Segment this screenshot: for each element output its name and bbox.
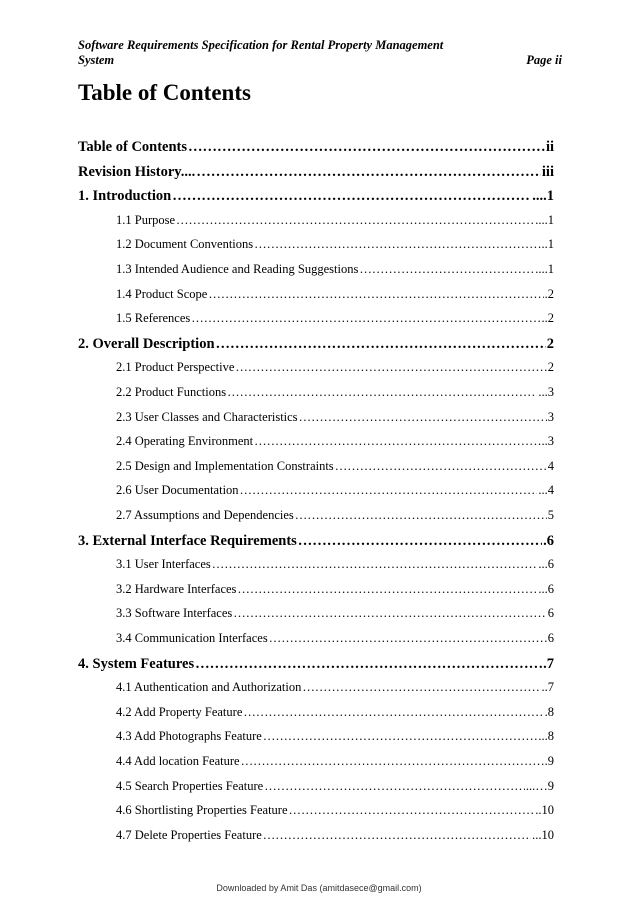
toc-entry-label: 1.5 References <box>116 311 191 326</box>
toc-subsection-entry[interactable] <box>78 385 554 400</box>
toc-dot-leader <box>254 237 540 252</box>
toc-entry-label: 2.1 Product Perspective <box>116 360 235 375</box>
toc-dot-leader <box>254 434 540 449</box>
toc-entry-page: .8 <box>544 704 554 719</box>
toc-entry-label: 3.3 Software Interfaces <box>116 606 233 621</box>
toc-dot-leader <box>188 139 545 156</box>
toc-entry-label: 2.3 User Classes and Characteristics <box>116 409 298 424</box>
toc-dot-leader <box>216 336 546 353</box>
toc-dot-leader <box>269 631 547 646</box>
toc-section-entry[interactable] <box>78 656 554 673</box>
toc-subsection-entry[interactable] <box>78 459 554 474</box>
toc-entry-page: .9 <box>544 754 554 768</box>
toc-entry-page: ii <box>545 139 554 155</box>
download-footer: Downloaded by Amit Das (amitdasece@gmail.com) <box>216 883 422 893</box>
toc-entry-label: 3.2 Hardware Interfaces <box>116 581 237 596</box>
toc-entry-page: ..3 <box>541 434 554 449</box>
toc-entry-page: ....1 <box>535 212 554 227</box>
toc-dot-leader <box>212 557 538 572</box>
toc-entry-label: 4.3 Add Photographs Feature <box>116 729 262 744</box>
toc-subsection-entry[interactable] <box>78 680 554 695</box>
toc-entry-page: 5 <box>547 508 554 522</box>
toc-entry-label: Table of Contents <box>78 139 188 155</box>
toc-entry-label: 4.7 Delete Properties Feature <box>116 827 262 842</box>
toc-dot-leader <box>208 287 543 302</box>
toc-entry-page: ...3 <box>538 385 554 399</box>
toc-entry-page: .2 <box>544 286 554 301</box>
toc-entry-page: ...6 <box>538 557 554 572</box>
toc-entry-page: ..2 <box>541 311 554 326</box>
toc-entry-label: 2.2 Product Functions <box>116 385 227 399</box>
toc-entry-label: 2.5 Design and Implementation Constraints <box>116 458 334 473</box>
page-header <box>78 38 562 68</box>
toc-entry-page: 2 <box>546 335 554 352</box>
toc-dot-leader <box>359 262 534 277</box>
toc-section-entry[interactable] <box>78 188 554 205</box>
toc-entry-page: ...4 <box>538 483 554 498</box>
toc-dot-leader <box>298 533 542 550</box>
toc-entry-label: 1.4 Product Scope <box>116 286 208 301</box>
toc-subsection-entry[interactable] <box>78 606 554 621</box>
toc-entry-label: 3.1 User Interfaces <box>116 557 211 572</box>
toc-dot-leader <box>237 582 537 597</box>
toc-entry-label: 4.5 Search Properties Feature <box>116 778 264 793</box>
toc-entry-label: 3.4 Communication Interfaces <box>116 631 268 645</box>
page-number: Page ii <box>526 53 562 67</box>
toc-entry-label: 2.4 Operating Environment <box>116 434 254 449</box>
toc-entry-page: 3 <box>547 409 554 424</box>
toc-subsection-entry[interactable] <box>78 705 554 720</box>
toc-dot-leader <box>241 754 544 769</box>
toc-entry-label: 2.6 User Documentation <box>116 483 239 498</box>
toc-subsection-entry[interactable] <box>78 434 554 449</box>
toc-dot-leader <box>195 656 542 673</box>
toc-entry-label: 1.1 Purpose <box>116 212 176 227</box>
toc-subsection-entry[interactable] <box>78 582 554 597</box>
toc-entry-label: 4.6 Shortlisting Properties Feature <box>116 803 288 818</box>
toc-subsection-entry[interactable] <box>78 631 554 646</box>
toc-entry-label: 1.3 Intended Audience and Reading Suggestions <box>116 262 359 276</box>
toc-subsection-entry[interactable] <box>78 483 554 498</box>
toc-entry-page: iii <box>541 163 554 180</box>
toc-entry-page: 6 <box>547 606 554 621</box>
toc-section-entry[interactable] <box>78 139 554 156</box>
toc-entry-label: 4.4 Add location Feature <box>116 754 240 768</box>
toc-subsection-entry[interactable] <box>78 828 554 843</box>
toc-entry-page: ..10 <box>535 803 554 818</box>
toc-entry-label: 3. External Interface Requirements <box>78 532 297 549</box>
toc-entry-page: 6 <box>547 631 554 645</box>
toc-entry-label: 4.2 Add Property Feature <box>116 704 243 719</box>
document-title-line-1: Software Requirements Specification for Rental Property Management <box>78 38 444 52</box>
toc-entry-page: 4 <box>547 458 554 473</box>
toc-subsection-entry[interactable] <box>78 410 554 425</box>
toc-entry-page: ..7 <box>541 680 554 695</box>
toc-entry-page: ...8 <box>538 729 554 744</box>
toc-entry-page: ...6 <box>538 581 554 596</box>
toc-entry-label: 1. Introduction <box>78 188 172 205</box>
toc-dot-leader <box>295 508 547 523</box>
toc-entry-label: 2.7 Assumptions and Dependencies <box>116 508 294 522</box>
toc-entry-label: Revision History.... <box>78 163 196 180</box>
toc-dot-leader <box>335 459 547 474</box>
toc-subsection-entry[interactable] <box>78 360 554 375</box>
toc-dot-leader <box>172 188 531 205</box>
toc-subsection-entry[interactable] <box>78 754 554 769</box>
toc-dot-leader <box>196 164 541 181</box>
toc-entry-page: ....1 <box>532 188 554 205</box>
toc-dot-leader <box>299 410 547 425</box>
toc-subsection-entry[interactable] <box>78 508 554 523</box>
toc-subsection-entry[interactable] <box>78 803 554 818</box>
toc-entry-label: 2. Overall Description <box>78 335 215 352</box>
toc-entry-page: ..1 <box>541 237 554 252</box>
toc-entry-page: .6 <box>543 532 554 549</box>
toc-subsection-entry[interactable] <box>78 311 554 326</box>
toc-subsection-entry[interactable] <box>78 213 554 228</box>
toc-dot-leader <box>176 213 534 228</box>
toc-subsection-entry[interactable] <box>78 237 554 252</box>
toc-dot-leader <box>240 483 538 498</box>
toc-dot-leader <box>233 606 546 621</box>
toc-dot-leader <box>191 311 540 326</box>
toc-dot-leader <box>235 360 546 375</box>
toc-dot-leader <box>263 729 538 744</box>
toc-heading: Table of Contents <box>78 80 251 105</box>
document-title-line-2: System <box>78 53 115 67</box>
toc-dot-leader <box>302 680 540 695</box>
toc-entry-page: ....1 <box>535 262 554 276</box>
toc-dot-leader <box>289 803 535 818</box>
toc-section-entry[interactable] <box>78 164 554 181</box>
toc-entry-page: 2 <box>547 360 554 375</box>
toc-dot-leader <box>227 385 537 400</box>
toc-dot-leader <box>243 705 543 720</box>
toc-subsection-entry[interactable] <box>78 557 554 572</box>
toc-section-entry[interactable] <box>78 533 554 550</box>
toc-subsection-entry[interactable] <box>78 287 554 302</box>
toc-entry-label: 1.2 Document Conventions <box>116 237 254 252</box>
toc-entry-label: 4.1 Authentication and Authorization <box>116 680 302 695</box>
toc-section-entry[interactable] <box>78 336 554 353</box>
toc-entry-page: .7 <box>543 655 554 672</box>
toc-entry-page: ...…9 <box>525 778 554 793</box>
toc-entry-label: 4. System Features <box>78 655 195 672</box>
toc-subsection-entry[interactable] <box>78 262 554 277</box>
toc-dot-leader <box>263 828 531 843</box>
toc-entry-page: ...10 <box>532 827 554 842</box>
toc-subsection-entry[interactable] <box>78 729 554 744</box>
toc-subsection-entry[interactable] <box>78 779 554 794</box>
toc-dot-leader <box>264 779 525 794</box>
